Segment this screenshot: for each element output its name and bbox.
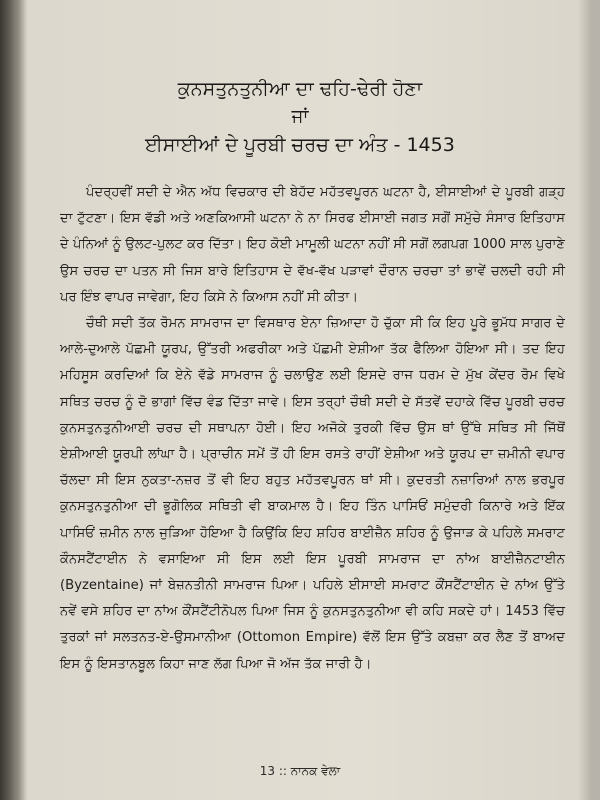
book-page — [30, 0, 570, 800]
page-edge — [578, 0, 600, 800]
page-footer: 13 :: ਨਾਨਕ ਵੇਲਾ — [259, 764, 341, 778]
body-text — [60, 180, 565, 678]
title-line-3: ਈਸਾਈਆਂ ਦੇ ਪੂਰਬੀ ਚਰਚ ਦਾ ਅੰਤ - 1453 — [145, 134, 455, 156]
paragraph-2: ਚੌਥੀ ਸਦੀ ਤੱਕ ਰੋਮਨ ਸਾਮਰਾਜ ਦਾ ਵਿਸਥਾਰ ਏਨਾ ਜ਼ਿਆਦਾ ਹੋ ਚੁੱਕਾ ਸੀ ਕਿ ਇਹ ਪੂਰੇ ਭੂਮੱਧ ਸਾਗਰ ਦੇ ਆਲੇ-ਦੁਆਲੇ ਪੱਛਮੀ ਯੂਰਪ, ਉੱਤਰੀ ਅਫਰੀਕਾ ਅਤੇ ਪੱਛਮੀ ਏਸ਼ੀਆ ਤੱਕ ਫੈਲਿਆ ਹੋਇਆ ਸੀ। ਤਦ ਇਹ ਮਹਿਸੂਸ ਕਰਦਿਆਂ ਕਿ ਏਨੇ ਵੱਡੇ ਸਾਮਰਾਜ ਨੂੰ ਚਲਾਉਣ ਲਈ ਇਸਦੇ ਰਾਜ ਧਰਮ ਦੇ ਮੁੱਖ ਕੇਂਦਰ ਰੋਮ ਵਿਖੇ ਸਥਿਤ ਚਰਚ ਨੂੰ ਦੋ ਭਾਗਾਂ ਵਿੱਚ ਵੰਡ ਦਿੱਤਾ ਜਾਵੇ। ਇਸ ਤਰ੍ਹਾਂ ਚੌਥੀ ਸਦੀ ਦੇ ਸੱਤਵੇਂ ਦਹਾਕੇ ਵਿੱਚ ਪੂਰਬੀ ਚਰਚ ਕੁਨਸਤੁਨਤੁਨੀਆਈ ਚਰਚ ਦੀ ਸਥਾਪਨਾ ਹੋਈ। ਇਹ ਅਜੋਕੇ ਤੁਰਕੀ ਵਿੱਚ ਉਸ ਥਾਂ ਉੱਥੇ ਸਥਿਤ ਸੀ ਜਿੱਥੋਂ ਏਸ਼ੀਆਈ ਯੂਰਪੀ ਲਾਂਘਾ ਹੈ। ਪ੍ਰਾਚੀਨ ਸਮੇਂ ਤੋਂ ਹੀ ਇਸ ਰਸਤੇ ਰਾਹੀਂ ਏਸ਼ੀਆ ਅਤੇ ਯੂਰਪ ਦਾ ਜ਼ਮੀਨੀ ਵਪਾਰ ਚੱਲਦਾ ਸੀ ਇਸ ਨੁਕਤਾ-ਨਜ਼ਰ ਤੋਂ ਵੀ ਇਹ ਬਹੁਤ ਮਹੱਤਵਪੂਰਨ ਥਾਂ ਸੀ। ਕੁਦਰਤੀ ਨਜ਼ਾਰਿਆਂ ਨਾਲ ਭਰਪੂਰ ਕੁਨਸਤੁਨਤੁਨੀਆ ਦੀ ਭੂਗੋਲਿਕ ਸਥਿਤੀ ਵੀ ਬਾਕਮਾਲ ਹੈ। ਇਹ ਤਿੰਨ ਪਾਸਿਓਂ ਸਮੁੰਦਰੀ ਕਿਨਾਰੇ ਅਤੇ ਇੱਕ ਪਾਸਿਓਂ ਜ਼ਮੀਨ ਨਾਲ ਜੁੜਿਆ ਹੋਇਆ ਹੈ ਕਿਉਂਕਿ ਇਹ ਸ਼ਹਿਰ ਬਾਈਜ਼ੈਨ ਸ਼ਹਿਰ ਨੂੰ ਉਜਾੜ ਕੇ ਪਹਿਲੇ ਸਮਰਾਟ ਕੌਨਸਟੈਂਟਾਈਨ ਨੇ ਵਸਾਇਆ ਸੀ ਇਸ ਲਈ ਇਸ ਪੂਰਬੀ ਸਾਮਰਾਜ ਦਾ ਨਾਂਅ ਬਾਈਜ਼ੈਨਟਾਈਨ (Byzentaine) ਜਾਂ ਬੇਜ਼ਨਤੀਨੀ ਸਾਮਰਾਜ ਪਿਆ। ਪਹਿਲੇ ਈਸਾਈ ਸਮਰਾਟ ਕੌਂਸਟੈਂਟਾਈਨ ਦੇ ਨਾਂਅ ਉੱਤੇ ਨਵੇਂ ਵਸੇ ਸ਼ਹਿਰ ਦਾ ਨਾਂਅ ਕੌਂਸਟੈਂਟੀਨੋਪਲ ਪਿਆ ਜਿਸ ਨੂੰ ਕੁਨਸਤੁਨਤੁਨੀਆ ਵੀ ਕਹਿ ਸਕਦੇ ਹਾਂ। 1453 ਵਿੱਚ ਤੁਰਕਾਂ ਜਾਂ ਸਲਤਨਤ-ਏ-ਉਸਮਾਨੀਆ (Ottomon Empire) ਵੱਲੋਂ ਇਸ ਉੱਤੇ ਕਬਜ਼ਾ ਕਰ ਲੈਣ ਤੋਂ ਬਾਅਦ ਇਸ ਨੂੰ ਇਸਤਾਨਬੂਲ ਕਿਹਾ ਜਾਣ ਲੱਗ ਪਿਆ ਜੋ ਅੱਜ ਤੱਕ ਜਾਰੀ ਹੈ। — [60, 316, 565, 672]
book-spine-shadow — [0, 0, 26, 800]
title-line-1: ਕੁਨਸਤੁਨਤੁਨੀਆ ਦਾ ਢਹਿ-ਢੇਰੀ ਹੋਣਾ — [177, 78, 423, 100]
title-line-2: ਜਾਂ — [291, 106, 309, 127]
paragraph-1: ਪੰਦਰ੍ਹਵੀਂ ਸਦੀ ਦੇ ਐਨ ਅੱਧ ਵਿਚਕਾਰ ਦੀ ਬੇਹੱਦ ਮਹੱਤਵਪੂਰਨ ਘਟਨਾ ਹੈ, ਈਸਾਈਆਂ ਦੇ ਪੂਰਬੀ ਗੜ੍ਹ ਦਾ ਟੁੱਟਣਾ। ਇਸ ਵੱਡੀ ਅਤੇ ਅਣਕਿਆਸੀ ਘਟਨਾ ਨੇ ਨਾ ਸਿਰਫ ਈਸਾਈ ਜਗਤ ਸਗੋਂ ਸਮੁੱਚੇ ਸੰਸਾਰ ਇਤਿਹਾਸ ਦੇ ਪੰਨਿਆਂ ਨੂੰ ਉਲਟ-ਪੁਲਟ ਕਰ ਦਿੱਤਾ। ਇਹ ਕੋਈ ਮਾਮੂਲੀ ਘਟਨਾ ਨਹੀਂ ਸੀ ਸਗੋਂ ਲਗਪਗ 1000 ਸਾਲ ਪੁਰਾਣੇ ਉਸ ਚਰਚ ਦਾ ਪਤਨ ਸੀ ਜਿਸ ਬਾਰੇ ਇਤਿਹਾਸ ਦੇ ਵੱਖ-ਵੱਖ ਪੜਾਵਾਂ ਦੌਰਾਨ ਚਰਚਾ ਤਾਂ ਭਾਵੇਂ ਚਲਦੀ ਰਹੀ ਸੀ ਪਰ ਇੰਝ ਵਾਪਰ ਜਾਵੇਗਾ, ਇਹ ਕਿਸੇ ਨੇ ਕਿਆਸ ਨਹੀਂ ਸੀ ਕੀਤਾ। — [60, 185, 565, 305]
chapter-title — [30, 78, 570, 156]
